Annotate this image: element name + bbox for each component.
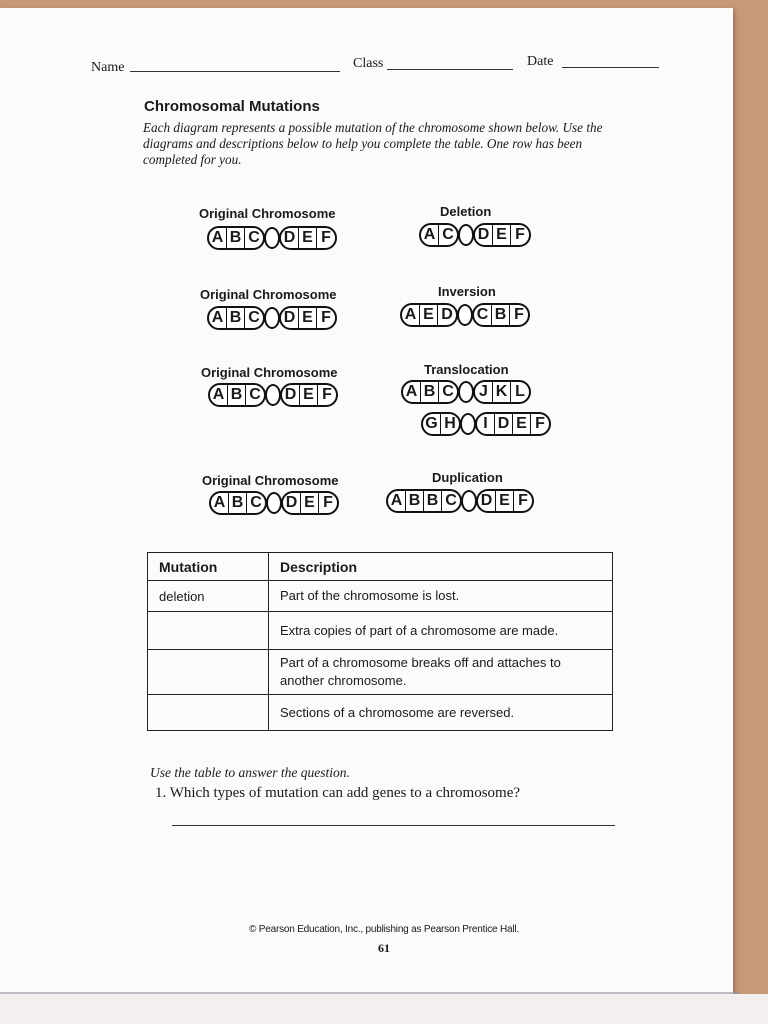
chromosome-arm (476, 489, 534, 513)
chromosome-arm (401, 380, 459, 404)
chromosome-arm (281, 491, 339, 515)
centromere (458, 381, 474, 403)
gene-c: C (474, 305, 492, 325)
gene-f: F (515, 226, 525, 243)
duplication-chromosome (386, 489, 534, 513)
gene-b: B (424, 491, 442, 511)
gene-b: B (229, 493, 247, 513)
description-cell: Part of a chromosome breaks off and attaches to another chromosome. (269, 650, 613, 695)
gene-g: G (423, 414, 441, 434)
scanner-strip (0, 994, 768, 1024)
table-row (148, 695, 613, 731)
mutation-cell[interactable] (148, 612, 269, 650)
chromosome-arm (472, 303, 530, 327)
gene-f: F (514, 306, 524, 323)
gene-a: A (421, 225, 439, 245)
chromosome-arm (400, 303, 458, 327)
description-column-header: Description (269, 553, 613, 581)
gene-c: C (445, 492, 457, 509)
gene-b: B (228, 385, 246, 405)
chromosome-arm (279, 226, 337, 250)
gene-d: D (281, 228, 299, 248)
gene-c: C (248, 229, 260, 246)
gene-b: B (227, 228, 245, 248)
question-instruction: Use the table to answer the question. (150, 765, 350, 780)
intro-text: Each diagram represents a possible mutation of the chromosome shown below. Use the diagrams and descriptions below to help you complete the table. One row has been completed for you. (143, 120, 603, 167)
copyright-notice: © Pearson Education, Inc., publishing as Pearson Prentice Hall. (249, 924, 519, 935)
table-row (148, 650, 613, 695)
gene-c: C (249, 386, 261, 403)
gene-d: D (478, 491, 496, 511)
mutation-table (147, 552, 613, 731)
gene-e: E (299, 228, 317, 248)
original-label-1: Original Chromosome (199, 206, 336, 221)
original-label-3: Original Chromosome (201, 365, 338, 380)
gene-c: C (442, 226, 454, 243)
deletion-chromosome (419, 223, 531, 247)
question-1: 1. Which types of mutation can add genes to a chromosome? (155, 785, 521, 801)
gene-f: F (323, 494, 333, 511)
mutation-cell[interactable]: deletion (148, 581, 269, 612)
duplication-label: Duplication (432, 470, 503, 485)
inversion-label: Inversion (438, 284, 496, 299)
centromere (264, 307, 280, 329)
gene-f: F (322, 386, 332, 403)
gene-e: E (496, 491, 514, 511)
gene-d: D (441, 306, 453, 323)
gene-c: C (250, 494, 262, 511)
gene-f: F (321, 309, 331, 326)
gene-d: D (281, 308, 299, 328)
centromere (265, 384, 281, 406)
answer-line[interactable] (172, 825, 615, 826)
class-field-line[interactable] (387, 69, 513, 70)
gene-f: F (518, 492, 528, 509)
chromosome-arm (208, 383, 266, 407)
gene-f: F (535, 415, 545, 432)
gene-i: I (477, 414, 495, 434)
gene-a: A (209, 228, 227, 248)
chromosome-arm (207, 226, 265, 250)
original-label-4: Original Chromosome (202, 473, 339, 488)
original-chromosome-1 (207, 226, 337, 250)
gene-e: E (301, 493, 319, 513)
description-cell: Extra copies of part of a chromosome are made. (269, 612, 613, 650)
centromere (266, 492, 282, 514)
gene-a: A (209, 308, 227, 328)
mutation-cell[interactable] (148, 650, 269, 695)
name-field-line[interactable] (130, 71, 340, 72)
worksheet-title: Chromosomal Mutations (144, 98, 320, 115)
translocation-chromosome-top (401, 380, 531, 404)
gene-e: E (513, 414, 531, 434)
chromosome-arm (279, 306, 337, 330)
gene-k: K (493, 382, 511, 402)
deletion-label: Deletion (440, 204, 492, 219)
date-field-line[interactable] (562, 67, 659, 68)
name-label: Name (91, 60, 125, 75)
gene-l: L (515, 383, 525, 400)
gene-a: A (388, 491, 406, 511)
centromere (264, 227, 280, 249)
inversion-chromosome (400, 303, 530, 327)
chromosome-arm (473, 380, 531, 404)
class-label: Class (353, 56, 384, 71)
date-label: Date (527, 54, 554, 69)
chromosome-arm (280, 383, 338, 407)
mutation-cell[interactable] (148, 695, 269, 731)
gene-d: D (475, 225, 493, 245)
page-number: 61 (378, 941, 390, 955)
gene-a: A (402, 305, 420, 325)
original-chromosome-2 (207, 306, 337, 330)
gene-e: E (300, 385, 318, 405)
gene-c: C (248, 309, 260, 326)
table-row (148, 612, 613, 650)
gene-d: D (282, 385, 300, 405)
gene-c: C (442, 383, 454, 400)
description-cell: Sections of a chromosome are reversed. (269, 695, 613, 731)
centromere (458, 224, 474, 246)
description-cell: Part of the chromosome is lost. (269, 581, 613, 612)
gene-d: D (495, 414, 513, 434)
gene-b: B (421, 382, 439, 402)
gene-e: E (420, 305, 438, 325)
gene-a: A (403, 382, 421, 402)
gene-b: B (227, 308, 245, 328)
gene-j: J (475, 382, 493, 402)
gene-a: A (211, 493, 229, 513)
original-chromosome-3 (208, 383, 338, 407)
chromosome-arm (421, 412, 461, 436)
gene-f: F (321, 229, 331, 246)
chromosome-arm (475, 412, 551, 436)
gene-e: E (493, 225, 511, 245)
translocation-label: Translocation (424, 362, 509, 377)
centromere (461, 490, 477, 512)
gene-h: H (444, 415, 456, 432)
gene-b: B (406, 491, 424, 511)
gene-a: A (210, 385, 228, 405)
gene-e: E (299, 308, 317, 328)
centromere (457, 304, 473, 326)
mutation-column-header: Mutation (148, 553, 269, 581)
table-row (148, 581, 613, 612)
gene-d: D (283, 493, 301, 513)
gene-b: B (492, 305, 510, 325)
chromosome-arm (473, 223, 531, 247)
table-header-row (148, 553, 613, 581)
chromosome-arm (209, 491, 267, 515)
centromere (460, 413, 476, 435)
original-label-2: Original Chromosome (200, 287, 337, 302)
translocation-chromosome-bottom (421, 412, 551, 436)
original-chromosome-4 (209, 491, 339, 515)
chromosome-arm (386, 489, 462, 513)
chromosome-arm (419, 223, 459, 247)
chromosome-arm (207, 306, 265, 330)
